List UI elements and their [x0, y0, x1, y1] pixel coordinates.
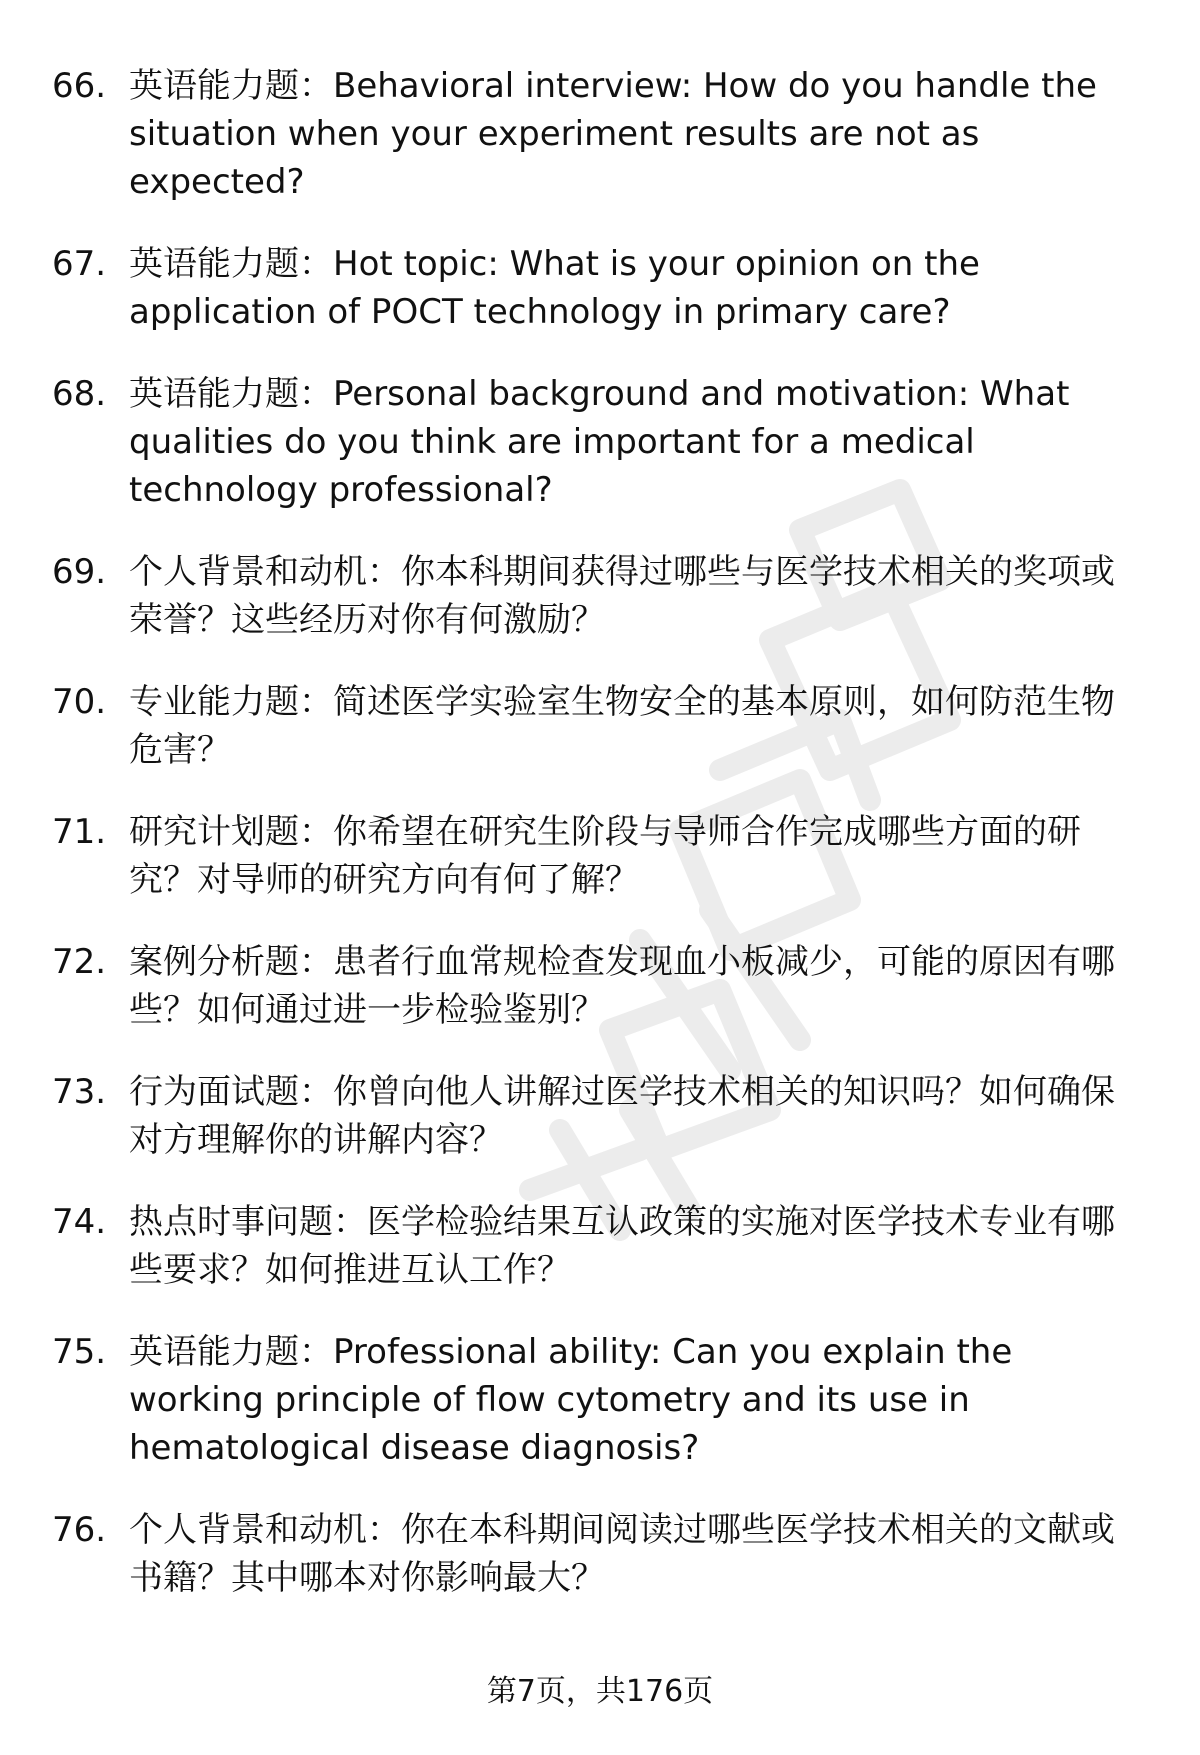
question-number: 71.: [52, 812, 107, 852]
question-item: [52, 808, 1148, 904]
question-text: 个人背景和动机：你本科期间获得过哪些与医学技术相关的奖项或荣誉？这些经历对你有何激励？: [129, 552, 1115, 640]
question-text: 个人背景和动机：你在本科期间阅读过哪些医学技术相关的文献或书籍？其中哪本对你影响最大？: [129, 1510, 1115, 1598]
question-number: 70.: [52, 682, 107, 722]
question-item: [52, 548, 1148, 644]
question-number: 73.: [52, 1072, 107, 1112]
question-item: [52, 678, 1148, 774]
question-text: 专业能力题：简述医学实验室生物安全的基本原则，如何防范生物危害？: [129, 682, 1115, 770]
question-number: 69.: [52, 552, 107, 592]
page-number-footer: 第7页，共176页: [486, 1674, 714, 1709]
question-text: 英语能力题：Professional ability: Can you explain the working principle of flow cytometry and its use in hematological disease diagnosis?: [129, 1332, 1013, 1468]
question-item: [52, 240, 1148, 336]
question-item: [52, 1506, 1148, 1602]
question-item: [52, 1068, 1148, 1164]
question-text: 英语能力题：Personal background and motivation: What qualities do you think are important for a medical technology professional?: [129, 374, 1070, 510]
question-list: [52, 62, 1148, 1636]
question-item: [52, 1328, 1148, 1472]
question-text: 英语能力题：Hot topic: What is your opinion on the application of POCT technology in primary care?: [129, 244, 980, 332]
question-item: [52, 1198, 1148, 1294]
question-number: 66.: [52, 66, 107, 106]
question-number: 75.: [52, 1332, 107, 1372]
question-text: 英语能力题：Behavioral interview: How do you handle the situation when your experiment results are not as expected?: [129, 66, 1097, 202]
question-number: 67.: [52, 244, 107, 284]
question-number: 76.: [52, 1510, 107, 1550]
question-number: 72.: [52, 942, 107, 982]
question-text: 行为面试题：你曾向他人讲解过医学技术相关的知识吗？如何确保对方理解你的讲解内容？: [129, 1072, 1115, 1160]
question-item: [52, 938, 1148, 1034]
question-number: 74.: [52, 1202, 107, 1242]
question-text: 案例分析题：患者行血常规检查发现血小板减少，可能的原因有哪些？如何通过进一步检验鉴别？: [129, 942, 1115, 1030]
question-item: [52, 370, 1148, 514]
question-item: [52, 62, 1148, 206]
question-number: 68.: [52, 374, 107, 414]
question-text: 研究计划题：你希望在研究生阶段与导师合作完成哪些方面的研究？对导师的研究方向有何了解？: [129, 812, 1081, 900]
question-text: 热点时事问题：医学检验结果互认政策的实施对医学技术专业有哪些要求？如何推进互认工作？: [129, 1202, 1115, 1290]
